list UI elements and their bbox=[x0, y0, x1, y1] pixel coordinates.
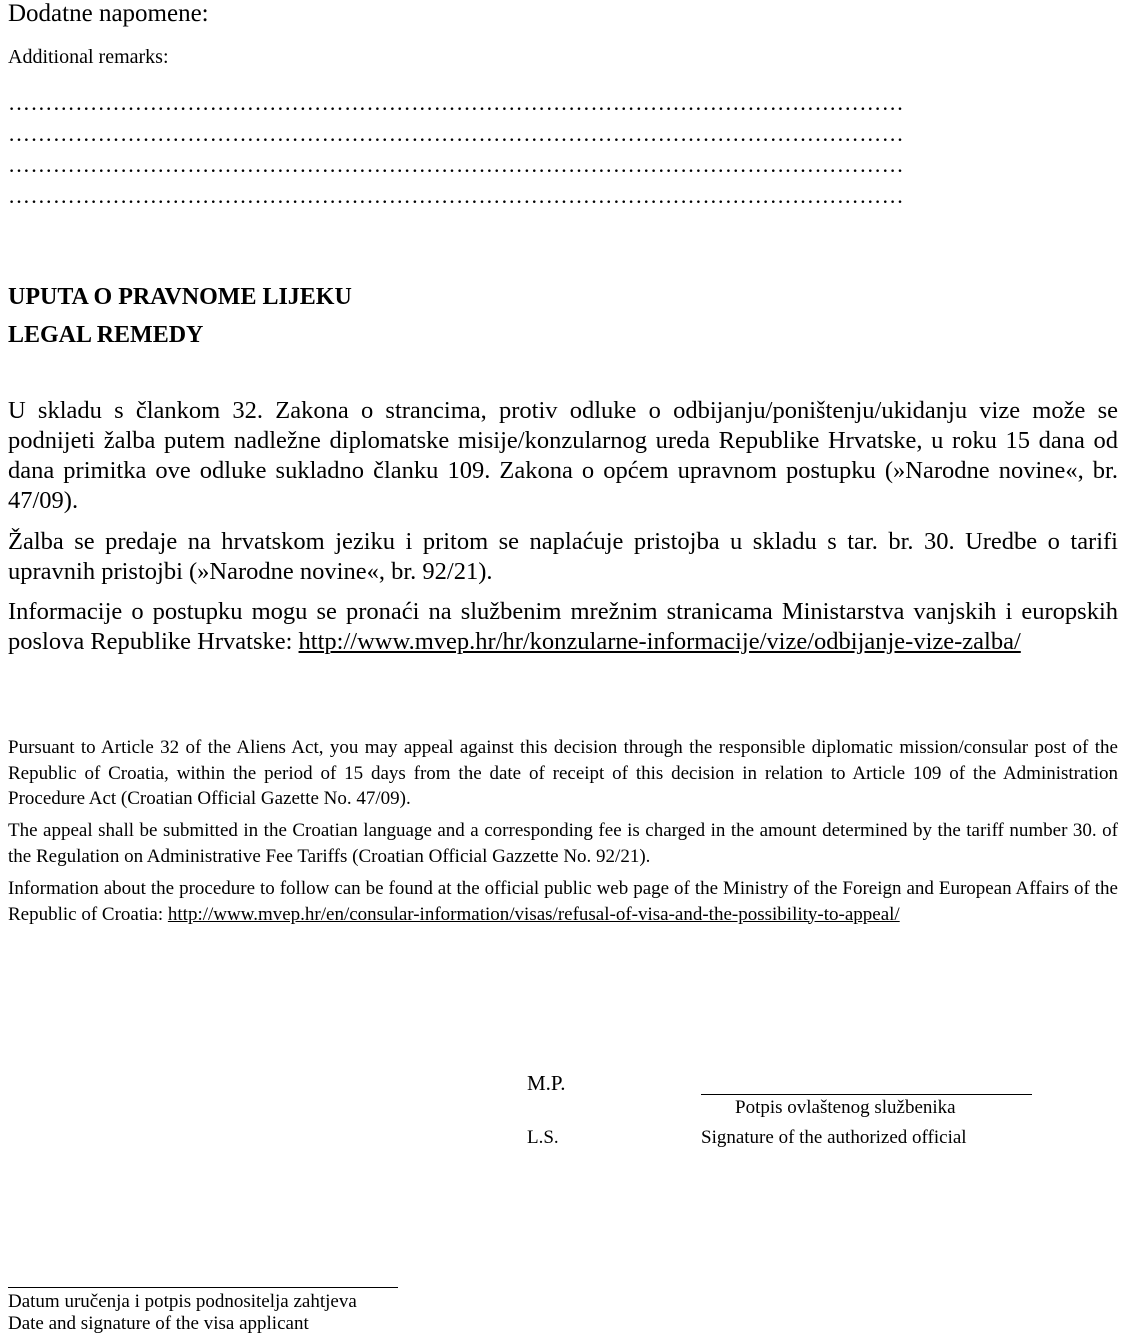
official-signature-label-en: Signature of the authorized official bbox=[701, 1127, 967, 1148]
legal-paragraph-en-1: Pursuant to Article 32 of the Aliens Act, you may appeal against this decision through the responsible diplomatic mission/consular post of the Republic of Croatia, within the period of 15 days from the date of receipt of this decision in relation to Article 109 of the Administration Procedure Act (Croatian Official Gazette No. 47/09). bbox=[8, 737, 1118, 809]
stamp-label-ls: L.S. bbox=[527, 1127, 559, 1148]
legal-link-en[interactable]: http://www.mvep.hr/en/consular-information/visas/refusal-of-visa-and-the-possibility-to-appeal/ bbox=[167, 903, 900, 925]
legal-paragraph-en-2: The appeal shall be submitted in the Croatian language and a corresponding fee is charged in the amount determined by the tariff number 30. of the Regulation on Administrative Fee Tariffs (Croatian Official Gazzette No. 92/21). bbox=[8, 820, 1118, 867]
applicant-signature-label-en: Date and signature of the visa applicant bbox=[8, 1313, 309, 1334]
remarks-line-3: ………………………………………………………………………………………………………… bbox=[8, 152, 904, 177]
applicant-signature-label-hr: Datum uručenja i potpis podnositelja zahtjeva bbox=[8, 1291, 357, 1312]
legal-paragraph-hr-3 bbox=[8, 597, 1118, 657]
official-signature-label-hr: Potpis ovlaštenog službenika bbox=[735, 1097, 956, 1118]
legal-paragraph-hr-2: Žalba se predaje na hrvatskom jeziku i pritom se naplaćuje pristojba u skladu s tar. br. 30. Uredbe o tarifi upravnih pristojbi (»Narodne novine«, br. 92/21). bbox=[8, 528, 1118, 585]
legal-paragraph-en-3-text: Information about the procedure to follow can be found at the official public web page of the Ministry of the Foreign and European Affairs of the Republic of Croatia: bbox=[8, 878, 1118, 925]
applicant-signature-line bbox=[8, 1287, 398, 1288]
remarks-line-4: ………………………………………………………………………………………………………… bbox=[8, 183, 904, 208]
remarks-line-2: ………………………………………………………………………………………………………… bbox=[8, 121, 904, 146]
remarks-line-1: ………………………………………………………………………………………………………… bbox=[8, 90, 904, 115]
remarks-heading-hr: Dodatne napomene: bbox=[8, 0, 209, 27]
legal-title-hr: UPUTA O PRAVNOME LIJEKU bbox=[8, 284, 352, 310]
remarks-heading-en: Additional remarks: bbox=[8, 46, 169, 68]
legal-paragraph-hr-3-text: Informacije o postupku mogu se pronaći na službenim mrežnim stranicama Ministarstva vanjskih i europskih poslova Republike Hrvatske: bbox=[8, 598, 1118, 655]
legal-link-hr[interactable]: http://www.mvep.hr/hr/konzularne-informacije/vize/odbijanje-vize-zalba/ bbox=[298, 628, 1021, 655]
stamp-label-mp: M.P. bbox=[527, 1071, 566, 1095]
official-signature-line bbox=[701, 1094, 1032, 1095]
legal-title-en: LEGAL REMEDY bbox=[8, 322, 204, 348]
legal-paragraph-en-3 bbox=[8, 876, 1118, 927]
legal-paragraph-hr-1: U skladu s člankom 32. Zakona o strancima, protiv odluke o odbijanju/poništenju/ukidanju vize može se podnijeti žalba putem nadležne diplomatske misije/konzularnog ureda Republike Hrvatske, u roku 15 dana od dana primitka ove odluke sukladno članku 109. Zakona o općem upravnom postupku (»Narodne novine«, br. 47/09). bbox=[8, 397, 1118, 514]
